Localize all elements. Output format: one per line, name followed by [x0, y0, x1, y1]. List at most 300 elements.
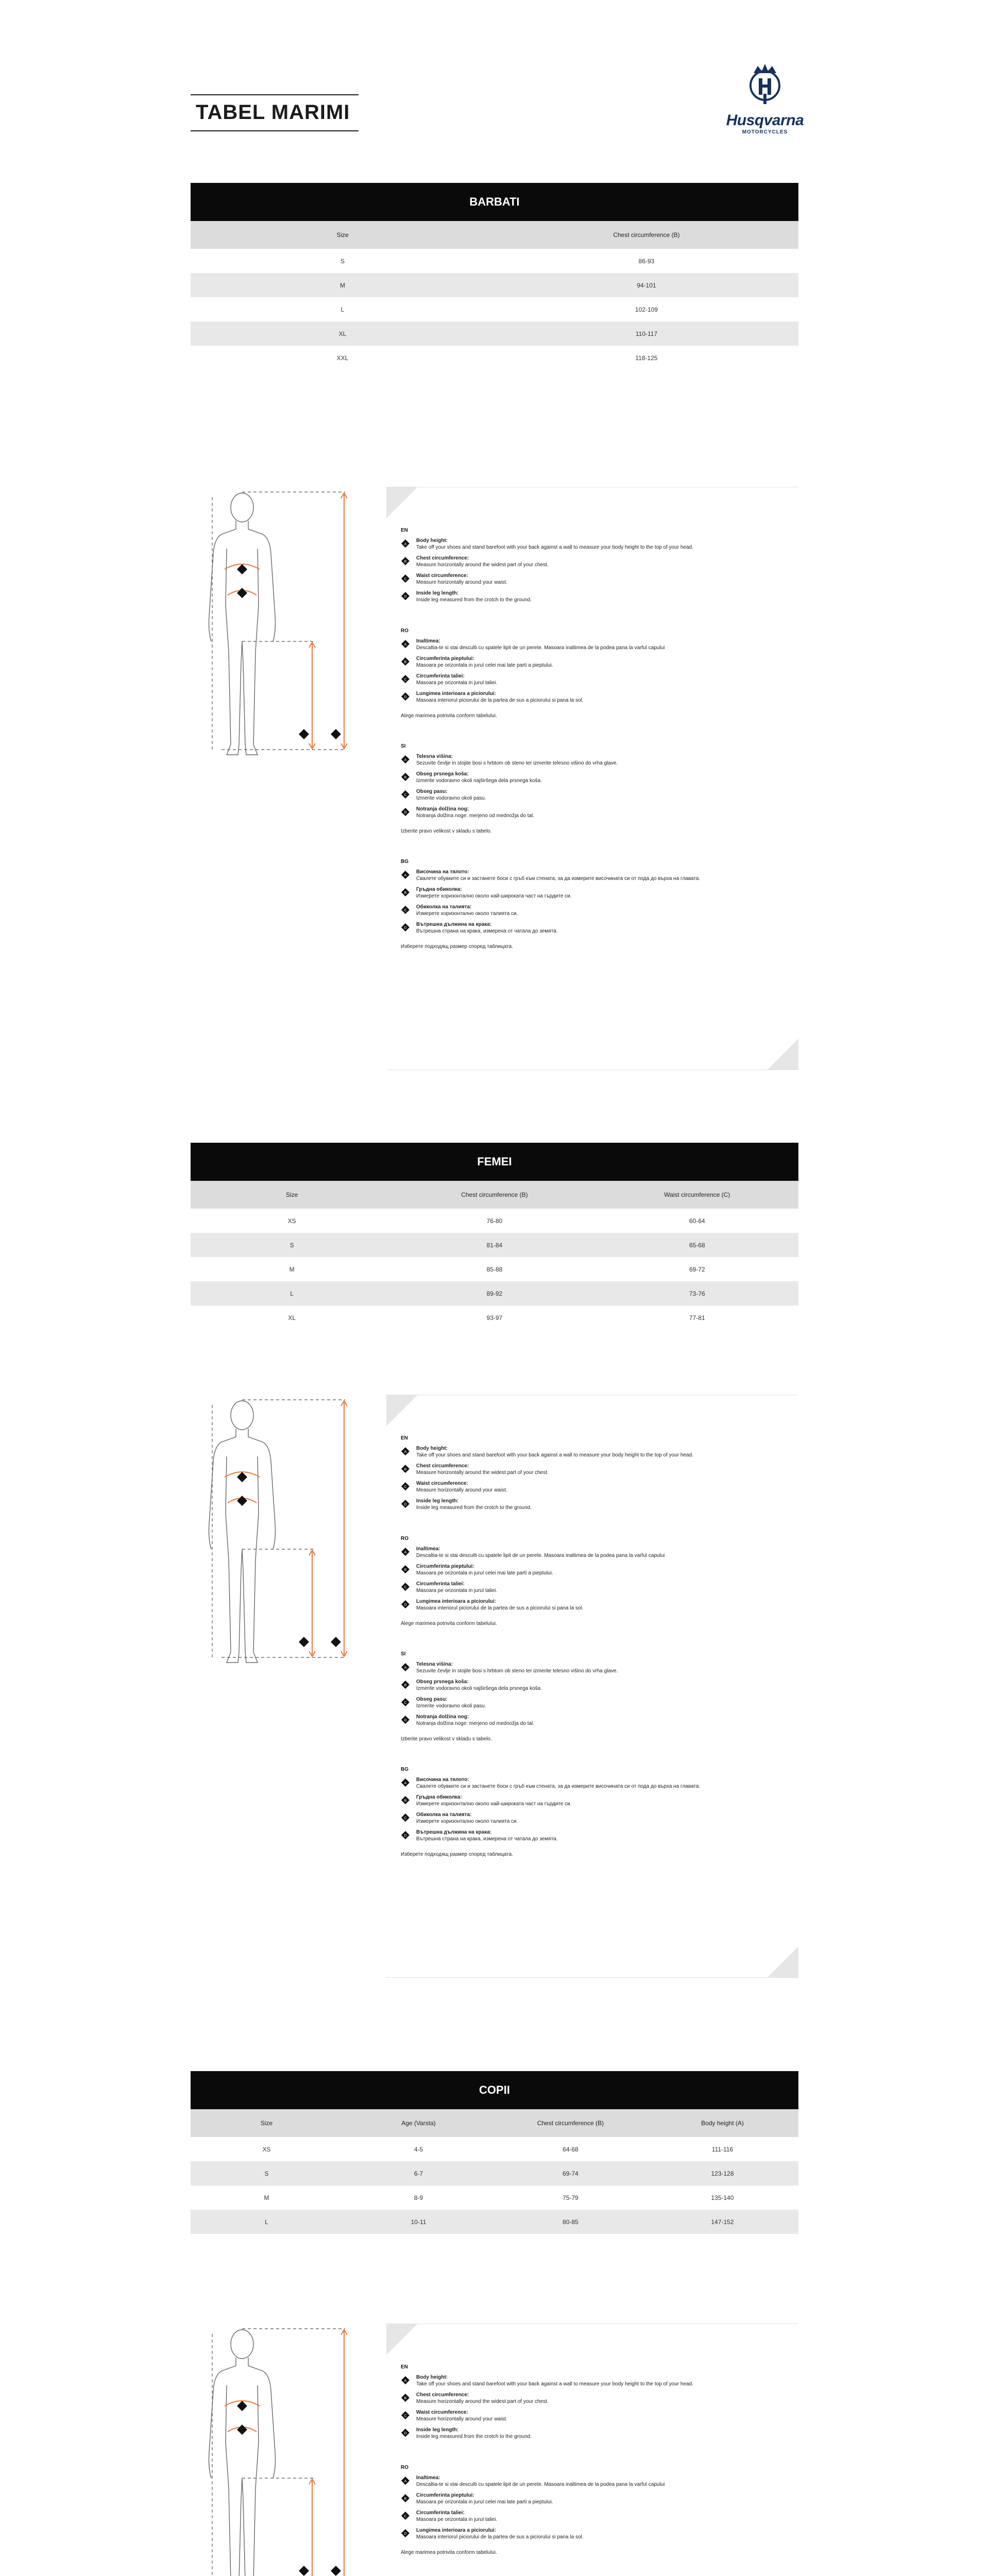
logo-subtitle: MOTORCYCLES [742, 129, 788, 135]
measurement-title: Waist circumference: [416, 2410, 468, 2415]
page-header [0, 0, 989, 155]
women-table-title: FEMEI [191, 1143, 798, 1181]
diamond-bullet-icon [401, 1447, 410, 1456]
table-cell: 76-80 [486, 1217, 503, 1225]
size-note: Izberite pravo velikost v skladu s tabelo. [401, 828, 492, 834]
size-note: Изберете подходящ размер според таблицата. [401, 944, 513, 950]
table-cell: 6-7 [414, 2170, 423, 2177]
table-cell: 8-9 [414, 2194, 423, 2201]
diamond-bullet-icon [401, 657, 410, 666]
measurement-title: Гръдна обиколка: [416, 887, 462, 892]
measurement-title: Obseg pasu: [416, 789, 448, 794]
body-outline-icon [191, 2324, 366, 2576]
svg-text:D: D [404, 1503, 407, 1506]
column-header: Size [285, 1191, 298, 1198]
measurement-item [401, 921, 797, 935]
diamond-bullet-icon [401, 1482, 410, 1491]
measurement-item [401, 753, 797, 767]
column-header: Chest circumference (B) [537, 2120, 604, 2127]
diamond-bullet-icon [401, 556, 410, 566]
measurement-description: Izmerite vodoravno okoli najširšega dela prsnega koša. [416, 778, 542, 784]
measurement-description: Measure horizontally around your waist. [416, 580, 507, 585]
diamond-bullet-icon [401, 1698, 410, 1707]
table-cell: 102-109 [635, 306, 658, 313]
measurement-item [401, 1598, 797, 1612]
svg-text:C: C [404, 793, 407, 797]
measurement-description: Измерете хоризонтално около талията си. [416, 1819, 518, 1824]
table-cell: 73-76 [689, 1290, 705, 1297]
measurement-title: Telesna višina: [416, 1662, 453, 1667]
svg-text:A: A [404, 1782, 407, 1785]
measurement-title: Circumferinta pieptului: [416, 1564, 474, 1569]
measurement-description: Masoara pe orizontala in jurul taliei. [416, 2517, 498, 2522]
measurement-description: Notranja dolžina noge: merjeno od mednožja do tal. [416, 813, 535, 819]
language-code: EN [401, 1435, 408, 1441]
table-header-row [191, 2109, 798, 2137]
measurement-item [401, 1463, 797, 1476]
body-outline-icon [191, 1395, 366, 1683]
diamond-bullet-icon [401, 1778, 410, 1787]
table-cell: 69-72 [689, 1265, 705, 1273]
measurement-description: Вътрешна страна на крака, измерена от чатала до земята. [416, 1836, 558, 1842]
table-cell: 77-81 [689, 1314, 705, 1321]
table-cell: 65-68 [689, 1241, 705, 1249]
diamond-bullet-icon [401, 755, 410, 764]
measurement-title: Obseg pasu: [416, 1697, 448, 1702]
measurement-title: Inaltimea: [416, 2475, 440, 2481]
measurement-description: Измерете хоризонтално около най-широката част на гърдите си. [416, 1801, 572, 1807]
measurement-description: Измерете хоризонтално около талията си. [416, 911, 518, 917]
table-cell: 147-152 [711, 2218, 734, 2226]
measurement-description: Inside leg measured from the crotch to the ground. [416, 1505, 532, 1511]
table-cell: 123-128 [711, 2170, 734, 2177]
measurement-title: Височина на тялото: [416, 1777, 469, 1783]
table-row [191, 2185, 798, 2210]
measurement-description: Measure horizontally around your waist. [416, 2416, 507, 2422]
svg-text:D: D [404, 1719, 407, 1722]
measurement-title: Lungimea interioara a piciorului: [416, 2528, 497, 2533]
svg-text:D: D [404, 696, 407, 699]
measurement-description: Descaltia-te si stai desculti cu spatele lipit de un perete. Masoara inaltimea de la podea pana la varful capului [416, 2482, 665, 2487]
language-code: RO [401, 2465, 408, 2470]
language-block [401, 628, 797, 719]
brand-logo [721, 62, 809, 135]
measurement-title: Body height: [416, 1446, 448, 1451]
svg-text:D: D [404, 811, 407, 815]
diamond-bullet-icon [401, 1663, 410, 1672]
diamond-bullet-icon [401, 790, 410, 799]
table-row [191, 1233, 798, 1257]
table-cell: 75-79 [562, 2194, 578, 2201]
svg-text:C: C [404, 1485, 407, 1489]
women-measurement-guide [191, 1395, 798, 1977]
svg-text:B: B [404, 1684, 407, 1687]
measurement-item [401, 2409, 797, 2422]
measurement-item [401, 1776, 797, 1790]
diamond-bullet-icon [401, 1813, 410, 1822]
table-row [191, 1257, 798, 1281]
svg-text:C: C [404, 1586, 407, 1589]
svg-text:C: C [404, 1817, 407, 1820]
measurement-title: Body height: [416, 538, 448, 544]
svg-text:A: A [404, 1450, 407, 1454]
measurement-item [401, 2427, 797, 2440]
measurement-description: Izmerite vodoravno okoli pasu. [416, 795, 486, 801]
diamond-bullet-icon [401, 674, 410, 684]
measurement-item [401, 590, 797, 603]
measurement-item [401, 2492, 797, 2505]
diamond-bullet-icon [401, 1600, 410, 1609]
table-cell: 118-125 [635, 354, 658, 362]
measurement-item [401, 806, 797, 819]
measurement-description: Masoara interiorul piciorului de la partea de sus a piciorului si pana la sol. [416, 698, 584, 703]
diamond-bullet-icon [401, 1464, 410, 1473]
table-row [191, 346, 798, 370]
measurement-title: Notranja dolžina nog: [416, 806, 469, 812]
svg-text:C: C [404, 2515, 407, 2518]
svg-text:A: A [404, 1666, 407, 1670]
table-cell: 80-85 [562, 2218, 578, 2226]
measurement-description: Masoara pe orizontala in jurul taliei. [416, 680, 498, 686]
measurement-title: Гръдна обиколка: [416, 1794, 462, 1800]
table-cell: 69-74 [562, 2170, 578, 2177]
corner-decoration [768, 1039, 798, 1070]
measurement-title: Circumferinta taliei: [416, 673, 465, 679]
measurement-description: Свалете обувките си и застанете боси с гръб към стената, за да измерите височината си от пода до върха на главата. [416, 1784, 701, 1789]
table-row [191, 1306, 798, 1330]
svg-text:C: C [404, 2414, 407, 2418]
svg-text:B: B [404, 1568, 407, 1572]
corner-decoration [386, 487, 417, 518]
measurement-title: Chest circumference: [416, 2392, 469, 2398]
svg-text:A: A [404, 758, 407, 762]
measurement-item [401, 1445, 797, 1459]
table-cell: 110-117 [635, 330, 658, 337]
diamond-bullet-icon [401, 2476, 410, 2485]
measurement-item [401, 788, 797, 802]
svg-text:B: B [404, 660, 407, 664]
measurement-item [401, 655, 797, 669]
measurement-item [401, 1696, 797, 1709]
measurement-item [401, 2392, 797, 2405]
measurement-description: Masoara interiorul piciorului de la partea de sus a piciorului si pana la sol. [416, 1605, 584, 1611]
table-header-row [191, 221, 798, 249]
table-row [191, 249, 798, 273]
corner-decoration [386, 2324, 417, 2355]
svg-text:D: D [404, 1834, 407, 1838]
measurement-title: Circumferinta taliei: [416, 2510, 465, 2516]
svg-text:C: C [404, 1701, 407, 1705]
svg-text:A: A [404, 543, 407, 546]
measurement-title: Височина на тялото: [416, 869, 469, 875]
language-code: EN [401, 2364, 408, 2370]
women-size-table [191, 1143, 798, 1330]
measurement-item [401, 1581, 797, 1594]
table-cell: M [264, 2194, 269, 2201]
diamond-bullet-icon [401, 1715, 410, 1724]
svg-text:B: B [404, 560, 407, 564]
table-cell: 81-84 [486, 1241, 503, 1249]
table-cell: XS [287, 1217, 296, 1225]
diamond-bullet-icon [401, 574, 410, 583]
table-cell: M [289, 1265, 295, 1273]
table-cell: L [290, 1290, 294, 1297]
table-cell: 64-68 [562, 2145, 578, 2153]
diamond-bullet-icon [401, 1547, 410, 1556]
body-figure [191, 1395, 366, 1683]
table-cell: XL [288, 1314, 296, 1321]
diamond-bullet-icon [401, 2529, 410, 2538]
svg-text:B: B [404, 2397, 407, 2400]
table-row [191, 297, 798, 321]
diamond-bullet-icon [401, 1795, 410, 1805]
kids-measurement-guide [191, 2324, 798, 2576]
measurement-item [401, 1546, 797, 1559]
svg-text:A: A [404, 2480, 407, 2483]
title-rule-top [191, 94, 359, 95]
kids-size-table [191, 2071, 798, 2234]
measurement-description: Descaltia-te si stai desculti cu spatele lipit de un perete. Masoara inaltimea de la podea pana la varful capului [416, 1553, 665, 1558]
table-cell: 111-116 [711, 2145, 734, 2153]
measurement-item [401, 771, 797, 784]
diamond-bullet-icon [401, 1499, 410, 1509]
body-figure [191, 2324, 366, 2576]
measurement-description: Masoara pe orizontala in jurul celei mai late parti a pieptului. [416, 663, 553, 668]
diamond-bullet-icon [401, 1680, 410, 1689]
table-header-row [191, 1181, 798, 1209]
measurement-title: Inaltimea: [416, 638, 440, 644]
diamond-bullet-icon [401, 1582, 410, 1591]
measurement-item [401, 886, 797, 900]
measurement-title: Inaltimea: [416, 1546, 440, 1552]
diamond-bullet-icon [401, 807, 410, 817]
measurement-title: Chest circumference: [416, 555, 469, 561]
language-code: EN [401, 528, 408, 533]
measurement-item [401, 1794, 797, 1807]
column-header: Waist circumference (C) [664, 1191, 730, 1198]
size-note: Alege marimea potrivita conform tabelului. [401, 713, 497, 719]
table-cell: XS [262, 2145, 271, 2153]
measurement-item [401, 1498, 797, 1511]
measurement-description: Measure horizontally around the widest part of your chest. [416, 1470, 549, 1476]
table-cell: XL [338, 330, 347, 337]
language-block [401, 1651, 797, 1742]
measurement-description: Take off your shoes and stand barefoot with your back against a wall to measure your body height to the top of your head. [416, 2381, 693, 2387]
diamond-bullet-icon [401, 2411, 410, 2420]
measurement-item [401, 638, 797, 651]
diamond-bullet-icon [401, 2511, 410, 2520]
measurement-item [401, 1811, 797, 1825]
svg-text:C: C [404, 578, 407, 581]
men-size-table [191, 183, 798, 370]
diamond-bullet-icon [401, 692, 410, 701]
language-block [401, 2364, 797, 2440]
svg-text:D: D [404, 2532, 407, 2536]
measurement-title: Circumferinta pieptului: [416, 2493, 474, 2498]
measurement-item [401, 904, 797, 917]
table-cell: S [289, 1241, 294, 1249]
measurement-title: Telesna višina: [416, 754, 453, 759]
measurement-item [401, 690, 797, 704]
measurement-item [401, 2475, 797, 2488]
measurement-description: Измерете хоризонтално около най-широката част на гърдите си. [416, 893, 572, 899]
measurement-item [401, 1679, 797, 1692]
measurement-title: Lungimea interioara a piciorului: [416, 691, 497, 697]
measurement-title: Inside leg length: [416, 590, 459, 596]
svg-text:C: C [404, 678, 407, 682]
measurement-description: Sezuvite čevlje in stojite bosi s hrbtom ob steno ter izmerite telesno višino do vrha glave. [416, 1668, 618, 1674]
diamond-bullet-icon [401, 539, 410, 548]
table-row [191, 2137, 798, 2161]
svg-text:D: D [404, 1603, 407, 1607]
language-block [401, 1435, 797, 1511]
measurement-item [401, 1714, 797, 1727]
measurement-title: Obseg prsnega koša: [416, 1679, 469, 1685]
table-cell: L [265, 2218, 268, 2226]
table-cell: XXL [336, 354, 349, 362]
measurement-item [401, 572, 797, 586]
body-outline-icon [191, 487, 366, 775]
measurement-title: Обиколка на талията: [416, 904, 472, 910]
diamond-bullet-icon [401, 888, 410, 897]
column-header: Chest circumference (B) [613, 231, 680, 239]
measurement-item [401, 2374, 797, 2387]
measurement-description: Masoara pe orizontala in jurul celei mai late parti a pieptului. [416, 2499, 553, 2505]
diamond-bullet-icon [401, 2494, 410, 2503]
size-note: Izberite pravo velikost v skladu s tabelo. [401, 1736, 492, 1742]
svg-text:D: D [404, 595, 407, 599]
measurement-description: Izmerite vodoravno okoli najširšega dela prsnega koša. [416, 1686, 542, 1691]
svg-text:A: A [404, 1551, 407, 1554]
measurement-description: Свалете обувките си и застанете боси с гръб към стената, за да измерите височината си от пода до върха на главата. [416, 876, 701, 882]
language-block [401, 2465, 797, 2555]
measurement-item [401, 2527, 797, 2540]
measurement-title: Circumferinta pieptului: [416, 656, 474, 662]
language-code: SI [401, 743, 406, 749]
measurement-title: Notranja dolžina nog: [416, 1714, 469, 1720]
measurement-description: Measure horizontally around the widest part of your chest. [416, 562, 549, 568]
logo-wordmark: Husqvarna [726, 112, 804, 129]
language-list [401, 1435, 797, 1882]
table-cell: 135-140 [711, 2194, 734, 2201]
size-note: Alege marimea potrivita conform tabelului. [401, 1621, 497, 1626]
body-figure [191, 487, 366, 775]
svg-text:B: B [404, 891, 407, 895]
diamond-bullet-icon [401, 1565, 410, 1574]
table-row [191, 321, 798, 346]
measurement-item [401, 555, 797, 568]
table-cell: 86-93 [638, 257, 655, 265]
measurement-description: Masoara pe orizontala in jurul celei mai late parti a pieptului. [416, 1570, 553, 1576]
table-cell: S [340, 257, 345, 265]
table-cell: 4-5 [414, 2145, 423, 2153]
column-header: Size [260, 2120, 273, 2127]
measurement-title: Inside leg length: [416, 1498, 459, 1504]
column-header: Size [336, 231, 349, 239]
language-code: RO [401, 1536, 408, 1541]
measurement-description: Take off your shoes and stand barefoot with your back against a wall to measure your body height to the top of your head. [416, 1452, 693, 1458]
diamond-bullet-icon [401, 2393, 410, 2402]
page-title: TABEL MARIMI [196, 101, 350, 124]
language-list [401, 2364, 797, 2576]
svg-text:B: B [404, 776, 407, 779]
measurement-item [401, 869, 797, 882]
measurement-title: Circumferinta taliei: [416, 1581, 465, 1587]
corner-decoration [768, 1946, 798, 1977]
measurement-title: Lungimea interioara a piciorului: [416, 1599, 497, 1604]
diamond-bullet-icon [401, 870, 410, 879]
measurement-description: Masoara pe orizontala in jurul taliei. [416, 1588, 498, 1594]
diamond-bullet-icon [401, 1831, 410, 1840]
table-cell: M [340, 281, 345, 289]
table-cell: 85-88 [486, 1265, 503, 1273]
measurement-description: Take off your shoes and stand barefoot with your back against a wall to measure your body height to the top of your head. [416, 545, 693, 550]
svg-text:A: A [404, 874, 407, 877]
table-cell: 10-11 [411, 2218, 427, 2226]
diamond-bullet-icon [401, 923, 410, 932]
table-row [191, 1209, 798, 1233]
measurement-title: Waist circumference: [416, 573, 468, 579]
svg-text:D: D [404, 2432, 407, 2435]
column-header: Chest circumference (B) [461, 1191, 528, 1198]
measurement-title: Inside leg length: [416, 2427, 459, 2433]
measurement-description: Measure horizontally around your waist. [416, 1487, 507, 1493]
language-block [401, 743, 797, 834]
measurement-description: Descaltia-te si stai desculti cu spatele lipit de un perete. Masoara inaltimea de la podea pana la varful capului [416, 645, 665, 651]
title-rule-bottom [191, 130, 359, 131]
size-note: Изберете подходящ размер според таблицата. [401, 1852, 513, 1857]
diamond-bullet-icon [401, 2376, 410, 2385]
svg-text:C: C [404, 909, 407, 912]
language-code: SI [401, 1651, 406, 1657]
table-row [191, 2210, 798, 2234]
measurement-item [401, 673, 797, 686]
measurement-title: Вътрешна дължина на крака: [416, 1829, 492, 1835]
svg-text:B: B [404, 2497, 407, 2501]
instructions-panel [386, 487, 798, 1070]
measurement-description: Sezuvite čevlje in stojite bosi s hrbtom ob steno ter izmerite telesno višino do vrha glave. [416, 760, 618, 766]
men-measurement-guide [191, 487, 798, 1069]
diamond-bullet-icon [401, 591, 410, 601]
language-block [401, 1536, 797, 1626]
language-block [401, 528, 797, 603]
table-cell: 94-101 [637, 281, 656, 289]
table-row [191, 2161, 798, 2185]
crown-logo-icon [748, 62, 781, 109]
svg-text:B: B [404, 1468, 407, 1471]
language-list [401, 528, 797, 974]
measurement-item [401, 1661, 797, 1674]
measurement-description: Inside leg measured from the crotch to the ground. [416, 2434, 532, 2439]
measurement-item [401, 1480, 797, 1494]
men-table-title: BARBATI [191, 183, 798, 221]
corner-decoration [386, 1395, 417, 1426]
measurement-item [401, 537, 797, 551]
measurement-description: Measure horizontally around the widest part of your chest. [416, 2399, 549, 2404]
measurement-title: Waist circumference: [416, 1481, 468, 1486]
table-row [191, 273, 798, 297]
kids-table-title: COPII [191, 2071, 798, 2109]
size-note: Alege marimea potrivita conform tabelului. [401, 2550, 497, 2555]
instructions-panel [386, 1395, 798, 1978]
measurement-description: Masoara interiorul piciorului de la partea de sus a piciorului si pana la sol. [416, 2534, 584, 2540]
table-cell: 93-97 [486, 1314, 503, 1321]
svg-text:B: B [404, 1799, 407, 1803]
measurement-description: Notranja dolžina noge: merjeno od mednožja do tal. [416, 1721, 535, 1726]
language-code: BG [401, 859, 408, 865]
svg-text:A: A [404, 643, 407, 647]
table-cell: 89-92 [486, 1290, 503, 1297]
